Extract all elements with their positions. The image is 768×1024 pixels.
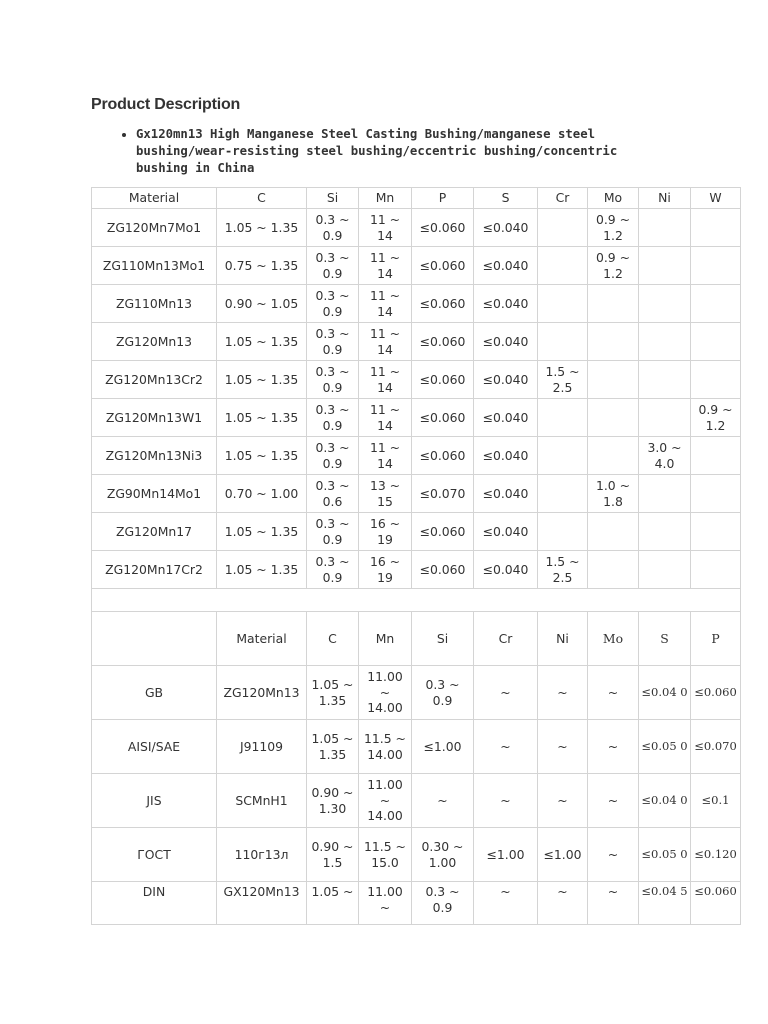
table2-cell-si: 0.3 ~ 0.9 [412, 666, 474, 720]
table-spacer-row [92, 589, 741, 612]
table2-cell-mo: ~ [588, 774, 639, 828]
table1-cell-mn: 11 ~ 14 [359, 399, 412, 437]
table2-cell-mn: 11.00 ~ 14.00 [359, 666, 412, 720]
table1-cell-cr [538, 399, 588, 437]
table1-cell-cr [538, 475, 588, 513]
table2-cell-mn: 11.5 ~ 14.00 [359, 720, 412, 774]
table2-header-s: S [639, 612, 691, 666]
table2-cell-material: SCMnH1 [217, 774, 307, 828]
table1-cell-w [691, 513, 741, 551]
table1-cell-c: 1.05 ~ 1.35 [217, 513, 307, 551]
table1-cell-mo [588, 399, 639, 437]
table1-cell-s: ≤0.040 [474, 437, 538, 475]
table1-row [92, 551, 741, 589]
table2-cell-c: 0.90 ~ 1.5 [307, 828, 359, 882]
table1-cell-p: ≤0.060 [412, 323, 474, 361]
table2-cell-s: ≤0.04 5 [639, 882, 691, 925]
table2-cell-s: ≤0.05 0 [639, 720, 691, 774]
table1-cell-cr: 1.5 ~ 2.5 [538, 361, 588, 399]
table1-cell-material: ZG110Mn13Mo1 [92, 247, 217, 285]
table1-row [92, 247, 741, 285]
table2-cell-s: ≤0.04 0 [639, 666, 691, 720]
table1-cell-c: 0.90 ~ 1.05 [217, 285, 307, 323]
table1-row [92, 437, 741, 475]
table1-cell-si: 0.3 ~ 0.9 [307, 551, 359, 589]
table2-cell-si: 0.30 ~ 1.00 [412, 828, 474, 882]
table2-cell-mo: ~ [588, 882, 639, 925]
table2-cell-mo: ~ [588, 828, 639, 882]
page-title: Product Description [91, 96, 241, 113]
table1-row [92, 285, 741, 323]
table2-row [92, 828, 741, 882]
table1-cell-si: 0.3 ~ 0.9 [307, 247, 359, 285]
table1-cell-p: ≤0.060 [412, 513, 474, 551]
table1-row [92, 209, 741, 247]
table1-cell-w [691, 475, 741, 513]
composition-table [91, 187, 741, 925]
table1-cell-material: ZG120Mn17Cr2 [92, 551, 217, 589]
table1-cell-c: 1.05 ~ 1.35 [217, 399, 307, 437]
table1-cell-s: ≤0.040 [474, 361, 538, 399]
table1-cell-s: ≤0.040 [474, 513, 538, 551]
table2-cell-material: GX120Mn13 [217, 882, 307, 925]
table2-cell-s: ≤0.04 0 [639, 774, 691, 828]
table1-cell-mo [588, 361, 639, 399]
table2-cell-cr: ~ [474, 720, 538, 774]
table1-cell-s: ≤0.040 [474, 323, 538, 361]
table1-cell-si: 0.3 ~ 0.9 [307, 209, 359, 247]
table2-header-row [92, 612, 741, 666]
table1-cell-s: ≤0.040 [474, 209, 538, 247]
table1-header-p: P [412, 188, 474, 209]
table1-cell-mo [588, 285, 639, 323]
table1-cell-p: ≤0.060 [412, 247, 474, 285]
table1-cell-c: 1.05 ~ 1.35 [217, 361, 307, 399]
table1-cell-mo [588, 323, 639, 361]
table1-row [92, 513, 741, 551]
table2-cell-si: 0.3 ~ 0.9 [412, 882, 474, 925]
table2-header-c: C [307, 612, 359, 666]
table2-cell-mn: 11.00 ~ [359, 882, 412, 925]
table1-cell-c: 1.05 ~ 1.35 [217, 437, 307, 475]
table2-header-standard [92, 612, 217, 666]
table1-cell-ni [639, 323, 691, 361]
table1-cell-material: ZG120Mn13Cr2 [92, 361, 217, 399]
table2-cell-s: ≤0.05 0 [639, 828, 691, 882]
table1-cell-s: ≤0.040 [474, 247, 538, 285]
table1-header-s: S [474, 188, 538, 209]
table1-header-ni: Ni [639, 188, 691, 209]
table2-cell-ni: ~ [538, 666, 588, 720]
table2-cell-ni: ~ [538, 774, 588, 828]
table1-cell-s: ≤0.040 [474, 475, 538, 513]
table1-cell-ni [639, 285, 691, 323]
table1-header-cr: Cr [538, 188, 588, 209]
table1-cell-mn: 11 ~ 14 [359, 285, 412, 323]
table1-cell-cr [538, 285, 588, 323]
table1-header-material: Material [92, 188, 217, 209]
table1-cell-cr [538, 513, 588, 551]
table2-cell-mo: ~ [588, 720, 639, 774]
table2-header-ni: Ni [538, 612, 588, 666]
table2-cell-si: ≤1.00 [412, 720, 474, 774]
table1-cell-mo: 1.0 ~ 1.8 [588, 475, 639, 513]
table1-cell-w [691, 323, 741, 361]
table1-header-mo: Mo [588, 188, 639, 209]
table1-cell-mn: 13 ~ 15 [359, 475, 412, 513]
table2-cell-p: ≤0.120 [691, 828, 741, 882]
table1-cell-material: ZG120Mn13 [92, 323, 217, 361]
table1-cell-si: 0.3 ~ 0.9 [307, 285, 359, 323]
table1-cell-p: ≤0.060 [412, 285, 474, 323]
table1-cell-w [691, 247, 741, 285]
table1-cell-ni [639, 513, 691, 551]
table2-header-material: Material [217, 612, 307, 666]
table1-cell-ni [639, 361, 691, 399]
table2-cell-p: ≤0.060 [691, 882, 741, 925]
table2-cell-standard: AISI/SAE [92, 720, 217, 774]
table1-row [92, 361, 741, 399]
table2-header-mn: Mn [359, 612, 412, 666]
table1-cell-ni [639, 475, 691, 513]
table1-cell-material: ZG120Mn13W1 [92, 399, 217, 437]
table1-row [92, 323, 741, 361]
table1-cell-si: 0.3 ~ 0.9 [307, 399, 359, 437]
table1-cell-c: 0.75 ~ 1.35 [217, 247, 307, 285]
table1-cell-si: 0.3 ~ 0.9 [307, 361, 359, 399]
table1-cell-cr [538, 247, 588, 285]
table1-cell-mn: 11 ~ 14 [359, 209, 412, 247]
table1-cell-c: 1.05 ~ 1.35 [217, 323, 307, 361]
table1-cell-mo [588, 551, 639, 589]
table1-cell-p: ≤0.060 [412, 437, 474, 475]
table1-cell-ni [639, 551, 691, 589]
table1-cell-mn: 11 ~ 14 [359, 361, 412, 399]
table1-cell-p: ≤0.060 [412, 551, 474, 589]
table1-cell-c: 1.05 ~ 1.35 [217, 551, 307, 589]
table1-row [92, 399, 741, 437]
table1-cell-c: 0.70 ~ 1.00 [217, 475, 307, 513]
table1-cell-s: ≤0.040 [474, 399, 538, 437]
table1-cell-s: ≤0.040 [474, 285, 538, 323]
table1-header-mn: Mn [359, 188, 412, 209]
table2-cell-ni: ~ [538, 720, 588, 774]
table1-cell-w [691, 209, 741, 247]
table2-cell-c: 1.05 ~ 1.35 [307, 666, 359, 720]
table1-cell-c: 1.05 ~ 1.35 [217, 209, 307, 247]
table1-cell-mo: 0.9 ~ 1.2 [588, 209, 639, 247]
table1-header-row [92, 188, 741, 209]
table1-cell-w [691, 285, 741, 323]
table2-cell-standard: JIS [92, 774, 217, 828]
table1-header-si: Si [307, 188, 359, 209]
table2-cell-mn: 11.5 ~ 15.0 [359, 828, 412, 882]
table1-cell-w [691, 437, 741, 475]
table1-cell-si: 0.3 ~ 0.9 [307, 323, 359, 361]
table1-header-w: W [691, 188, 741, 209]
table2-cell-c: 1.05 ~ [307, 882, 359, 925]
table2-cell-c: 0.90 ~ 1.30 [307, 774, 359, 828]
bullet-list [91, 126, 740, 177]
table1-cell-mn: 11 ~ 14 [359, 437, 412, 475]
table2-cell-p: ≤0.1 [691, 774, 741, 828]
table2-row [92, 882, 741, 925]
table1-cell-si: 0.3 ~ 0.9 [307, 437, 359, 475]
table1-cell-w [691, 361, 741, 399]
table1-cell-mo: 0.9 ~ 1.2 [588, 247, 639, 285]
table2-cell-mo: ~ [588, 666, 639, 720]
table1-cell-material: ZG110Mn13 [92, 285, 217, 323]
table2-cell-standard: DIN [92, 882, 217, 925]
table2-header-cr: Cr [474, 612, 538, 666]
table2-cell-standard: ГОСТ [92, 828, 217, 882]
spacer-cell [92, 589, 741, 612]
table1-cell-mo [588, 513, 639, 551]
table1-cell-cr [538, 437, 588, 475]
table2-cell-standard: GB [92, 666, 217, 720]
table2-row [92, 774, 741, 828]
table1-cell-ni [639, 399, 691, 437]
table1-cell-p: ≤0.060 [412, 399, 474, 437]
table2-cell-cr: ≤1.00 [474, 828, 538, 882]
table1-cell-mn: 11 ~ 14 [359, 247, 412, 285]
table2-header-p: P [691, 612, 741, 666]
table1-cell-mn: 16 ~ 19 [359, 513, 412, 551]
table1-cell-ni [639, 247, 691, 285]
table2-cell-p: ≤0.060 [691, 666, 741, 720]
table1-cell-si: 0.3 ~ 0.6 [307, 475, 359, 513]
table2-cell-p: ≤0.070 [691, 720, 741, 774]
table2-row [92, 720, 741, 774]
table1-cell-p: ≤0.070 [412, 475, 474, 513]
table2-cell-si: ~ [412, 774, 474, 828]
table2-row [92, 666, 741, 720]
table1-cell-s: ≤0.040 [474, 551, 538, 589]
table1-header-c: C [217, 188, 307, 209]
table2-cell-material: 110г13л [217, 828, 307, 882]
table1-cell-ni [639, 209, 691, 247]
table2-cell-mn: 11.00 ~ 14.00 [359, 774, 412, 828]
table1-cell-material: ZG90Mn14Mo1 [92, 475, 217, 513]
table2-header-mo: Mo [588, 612, 639, 666]
table1-row [92, 475, 741, 513]
table2-cell-material: J91109 [217, 720, 307, 774]
table2-header-si: Si [412, 612, 474, 666]
table1-cell-cr [538, 209, 588, 247]
table2-cell-ni: ≤1.00 [538, 828, 588, 882]
table1-cell-material: ZG120Mn13Ni3 [92, 437, 217, 475]
table1-cell-p: ≤0.060 [412, 361, 474, 399]
table1-cell-material: ZG120Mn7Mo1 [92, 209, 217, 247]
table1-cell-cr [538, 323, 588, 361]
table1-cell-mn: 11 ~ 14 [359, 323, 412, 361]
product-description-section [91, 92, 740, 925]
table2-cell-cr: ~ [474, 882, 538, 925]
table1-cell-mn: 16 ~ 19 [359, 551, 412, 589]
table1-cell-p: ≤0.060 [412, 209, 474, 247]
table2-cell-material: ZG120Mn13 [217, 666, 307, 720]
table1-cell-ni: 3.0 ~ 4.0 [639, 437, 691, 475]
table1-cell-w [691, 551, 741, 589]
table2-cell-cr: ~ [474, 774, 538, 828]
table1-cell-w: 0.9 ~ 1.2 [691, 399, 741, 437]
table1-cell-si: 0.3 ~ 0.9 [307, 513, 359, 551]
product-bullet: • Gx120mn13 High Manganese Steel Casting Bushing/manganese steel bushing/wear-resisting steel bushing/eccentric bushing/concentric bushing in China [136, 126, 676, 177]
table1-cell-material: ZG120Mn17 [92, 513, 217, 551]
table1-cell-cr: 1.5 ~ 2.5 [538, 551, 588, 589]
table2-cell-ni: ~ [538, 882, 588, 925]
table2-cell-cr: ~ [474, 666, 538, 720]
table1-cell-mo [588, 437, 639, 475]
table2-cell-c: 1.05 ~ 1.35 [307, 720, 359, 774]
